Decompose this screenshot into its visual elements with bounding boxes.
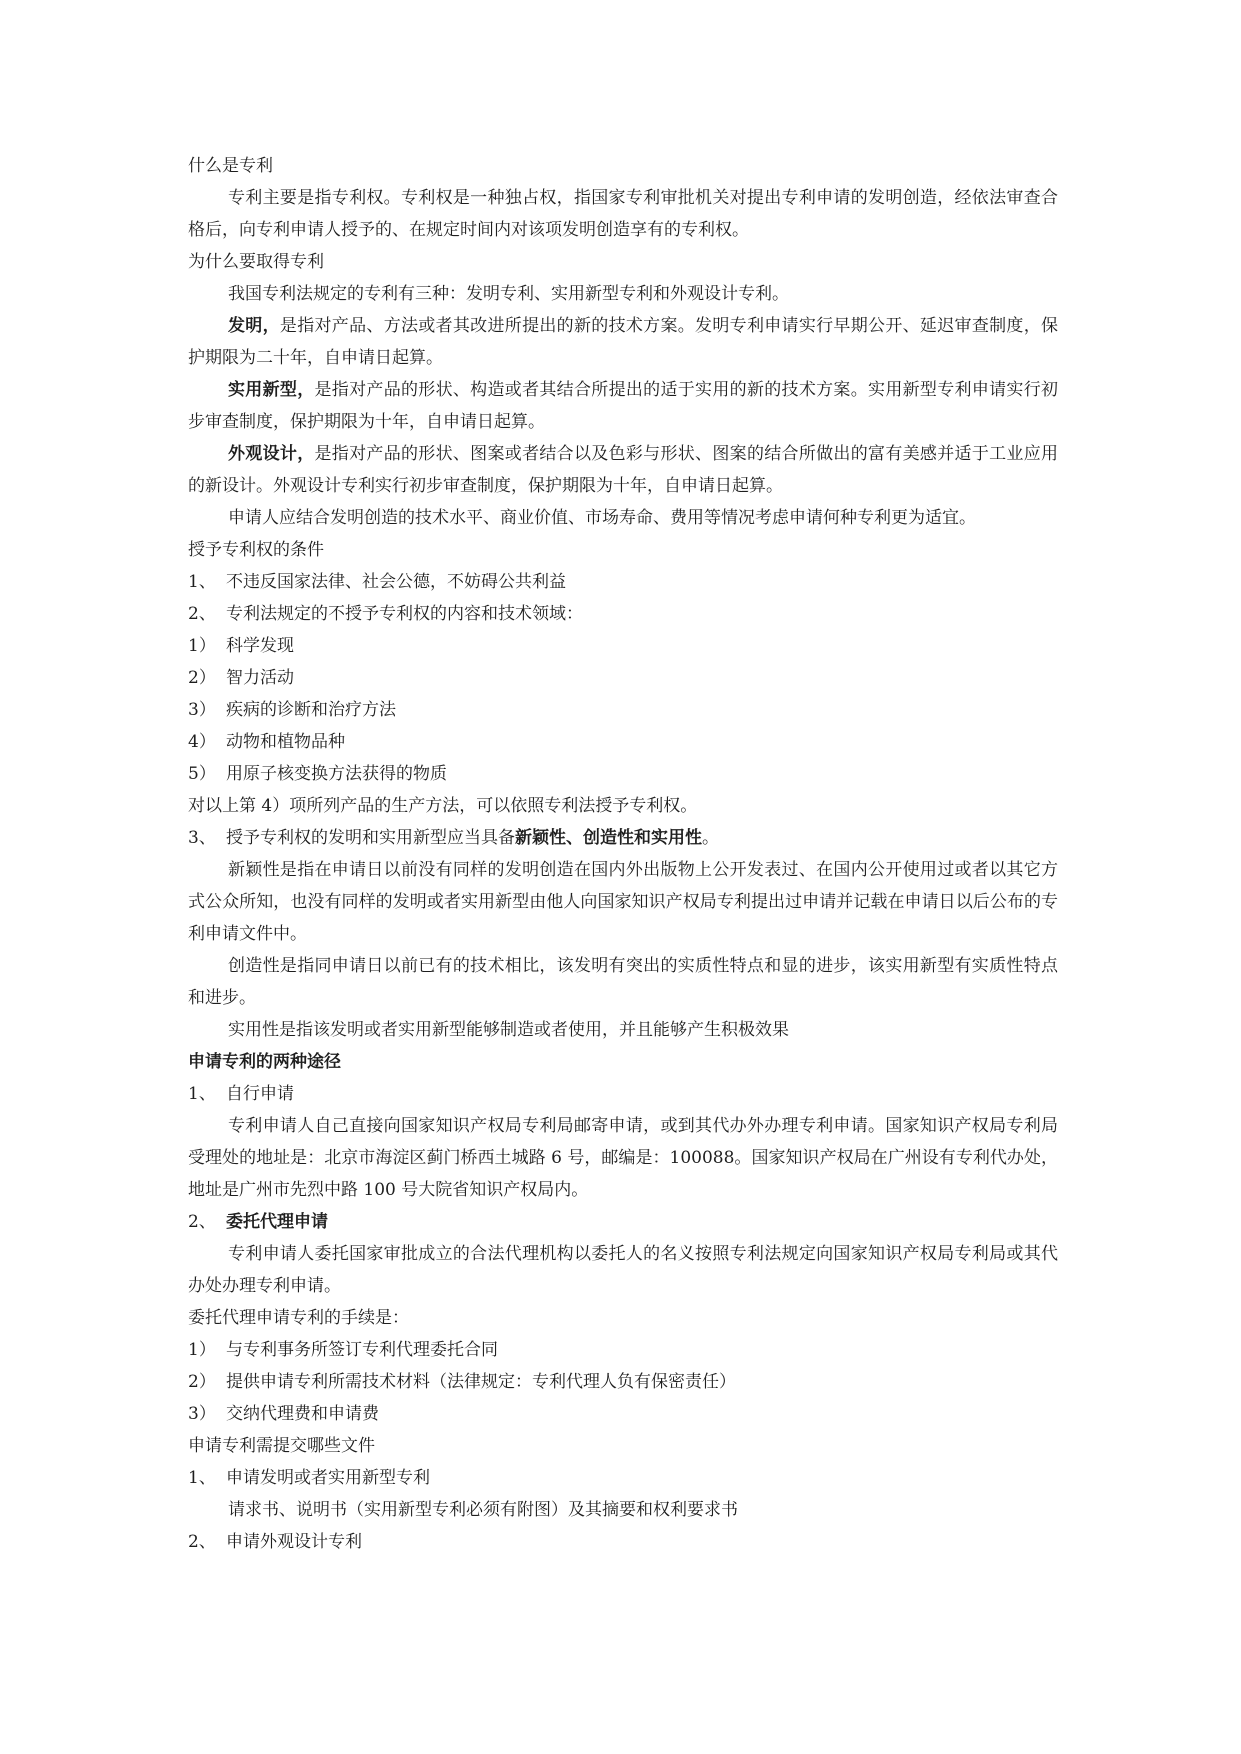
documents-detail: 请求书、说明书（实用新型专利必须有附图）及其摘要和权利要求书 — [228, 1500, 738, 1520]
invention-text: 是指对产品、方法或者其改进所提出的新的技术方案。发明专利申请实行早期公开、延迟审查制度，保护期限为二十年，自申请日起算。 — [188, 316, 1059, 368]
section-title-what-is-patent: 什么是专利 — [188, 156, 273, 176]
design-text: 是指对产品的形状、图案或者结合以及色彩与形状、图案的结合所做出的富有美感并适于工业应用的新设计。外观设计专利实行初步审查制度，保护期限为十年，自申请日起算。 — [188, 444, 1059, 496]
sub-list-item: 1） 科学发现 — [188, 636, 294, 656]
list-item: 2、 委托代理申请 — [188, 1212, 328, 1232]
step-item: 1） 与专利事务所签订专利代理委托合同 — [188, 1340, 498, 1360]
term-utility-model: 实用新型， — [228, 380, 315, 400]
paragraph-novelty: 新颖性是指在申请日以前没有同样的发明创造在国内外出版物上公开发表过、在国内公开使用过或者以其它方式公众所知，也没有同样的发明或者实用新型由他人向国家知识产权局专利提出过申请并记载在申请日以后公布的专利申请文件中。 — [188, 860, 1058, 944]
note-production-method: 对以上第 4）项所列产品的生产方法，可以依照专利法授予专利权。 — [188, 796, 698, 816]
term-invention: 发明， — [228, 316, 280, 336]
list-item: 3、 授予专利权的发明和实用新型应当具备新颖性、创造性和实用性。 — [188, 828, 719, 848]
list-item: 1、 申请发明或者实用新型专利 — [188, 1468, 430, 1488]
paragraph-invention — [188, 310, 1058, 374]
list-item: 2、 专利法规定的不授予专利权的内容和技术领域： — [188, 604, 583, 624]
section-title-why-patent: 为什么要取得专利 — [188, 252, 324, 272]
paragraph-creativity: 创造性是指同申请日以前已有的技术相比，该发明有突出的实质性特点和显的进步，该实用新型有实质性特点和进步。 — [188, 956, 1058, 1008]
paragraph-three-types: 我国专利法规定的专利有三种：发明专利、实用新型专利和外观设计专利。 — [228, 284, 789, 304]
paragraph-practicality: 实用性是指该发明或者实用新型能够制造或者使用，并且能够产生积极效果 — [228, 1020, 789, 1040]
sub-list-item: 5） 用原子核变换方法获得的物质 — [188, 764, 447, 784]
step-item: 3） 交纳代理费和申请费 — [188, 1404, 379, 1424]
paragraph-patent-definition: 专利主要是指专利权。专利权是一种独占权，指国家专利审批机关对提出专利申请的发明创造，经依法审查合格后，向专利申请人授予的、在规定时间内对该项发明创造享有的专利权。 — [188, 188, 1058, 240]
section-title-two-routes: 申请专利的两种途径 — [188, 1052, 341, 1072]
utility-model-text: 是指对产品的形状、构造或者其结合所提出的适于实用的新的技术方案。实用新型专利申请实行初步审查制度，保护期限为十年，自申请日起算。 — [188, 380, 1059, 432]
paragraph-self-apply: 专利申请人自己直接向国家知识产权局专利局邮寄申请，或到其代办外办理专利申请。国家知识产权局专利局受理处的地址是：北京市海淀区蓟门桥西土城路 6 号，邮编是：100088。国家知识产权局在广州设有专利代办处，地址是广州市先烈中路 100 号大院省知识产权局内。 — [188, 1116, 1058, 1200]
sub-list-item: 2） 智力活动 — [188, 668, 294, 688]
paragraph-design — [188, 438, 1058, 502]
steps-title: 委托代理申请专利的手续是： — [188, 1308, 409, 1328]
paragraph-choice-advice: 申请人应结合发明创造的技术水平、商业价值、市场寿命、费用等情况考虑申请何种专利更为适宜。 — [228, 508, 976, 528]
paragraph-agent-apply: 专利申请人委托国家审批成立的合法代理机构以委托人的名义按照专利法规定向国家知识产权局专利局或其代办处办理专利申请。 — [188, 1244, 1058, 1296]
section-title-documents: 申请专利需提交哪些文件 — [188, 1436, 375, 1456]
section-title-conditions: 授予专利权的条件 — [188, 540, 324, 560]
list-item: 1、 不违反国家法律、社会公德，不妨碍公共利益 — [188, 572, 566, 592]
term-three-criteria: 新颖性、创造性和实用性 — [515, 828, 702, 848]
term-design: 外观设计， — [228, 444, 315, 464]
list-item: 2、 申请外观设计专利 — [188, 1532, 362, 1552]
paragraph-utility-model — [188, 374, 1058, 438]
list-item: 1、 自行申请 — [188, 1084, 294, 1104]
sub-list-item: 3） 疾病的诊断和治疗方法 — [188, 700, 396, 720]
step-item: 2） 提供申请专利所需技术材料（法律规定：专利代理人负有保密责任） — [188, 1372, 736, 1392]
sub-list-item: 4） 动物和植物品种 — [188, 732, 345, 752]
document-page — [188, 150, 1058, 1558]
